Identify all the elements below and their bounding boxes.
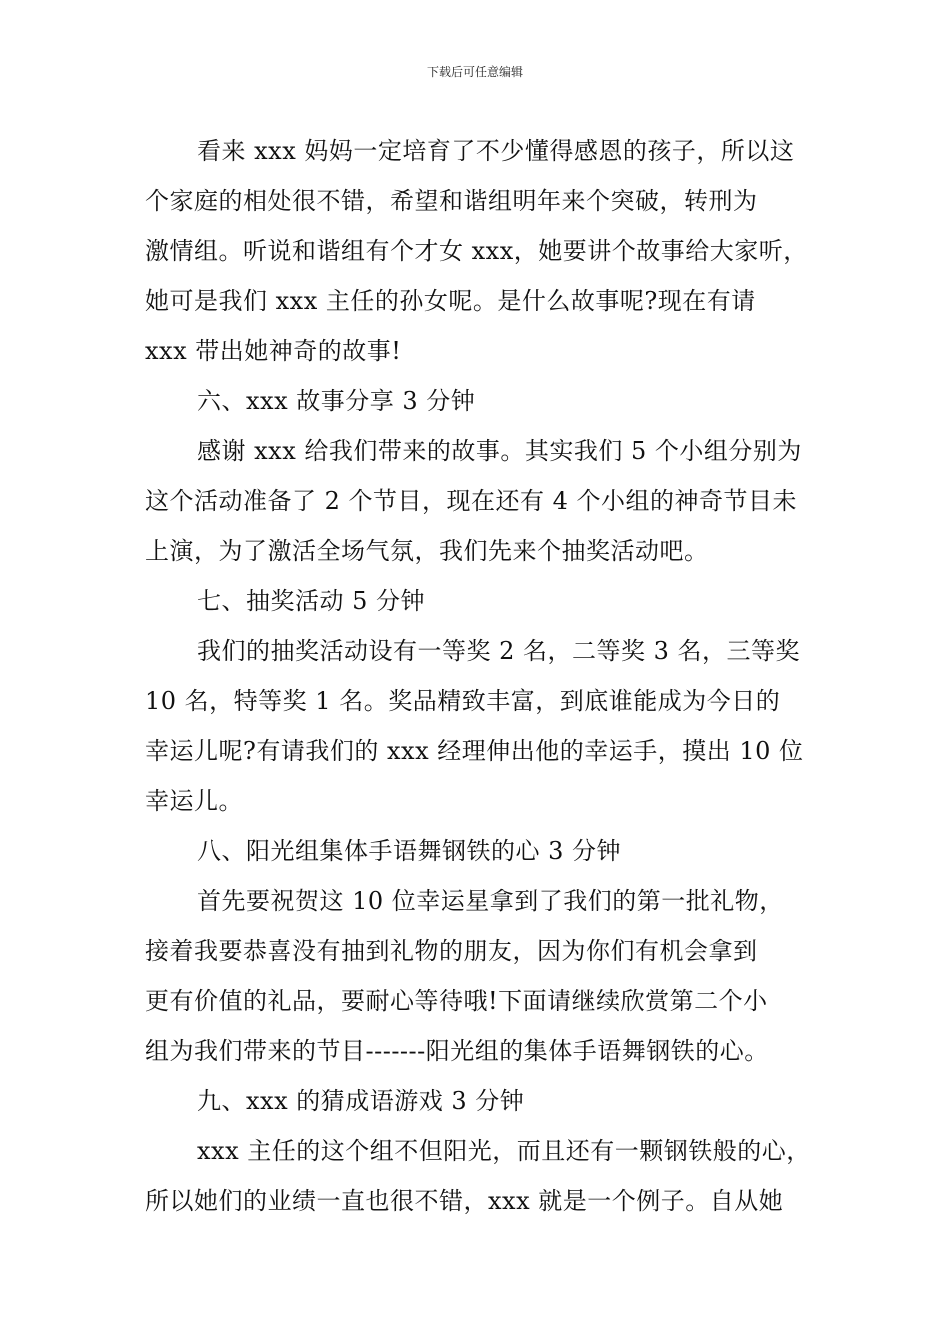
text-line: 她可是我们 xxx 主任的孙女呢。是什么故事呢?现在有请 (145, 287, 756, 315)
text-line: 我们的抽奖活动设有一等奖 2 名，二等奖 3 名，三等奖 (197, 637, 801, 665)
section-heading-8: 八、阳光组集体手语舞钢铁的心 3 分钟 (197, 837, 622, 865)
document-body (145, 126, 810, 1226)
text-line: 感谢 xxx 给我们带来的故事。其实我们 5 个小组分别为 (197, 437, 802, 465)
text-line: 这个活动准备了 2 个节目，现在还有 4 个小组的神奇节目未 (145, 487, 798, 515)
section-heading-6: 六、xxx 故事分享 3 分钟 (197, 387, 476, 415)
text-line: 所以她们的业绩一直也很不错，xxx 就是一个例子。自从她 (145, 1187, 784, 1215)
text-line: 幸运儿呢?有请我们的 xxx 经理伸出他的幸运手，摸出 10 位 (145, 737, 804, 765)
text-line: xxx 带出她神奇的故事! (145, 337, 402, 365)
text-line: 更有价值的礼品，要耐心等待哦!下面请继续欣赏第二个小 (145, 987, 768, 1015)
text-line: 个家庭的相处很不错，希望和谐组明年来个突破，转刑为 (145, 187, 758, 215)
section-heading-7: 七、抽奖活动 5 分钟 (197, 587, 426, 615)
section-heading-9: 九、xxx 的猜成语游戏 3 分钟 (197, 1087, 525, 1115)
text-line: 10 名，特等奖 1 名。奖品精致丰富，到底谁能成为今日的 (145, 687, 781, 715)
text-line: 接着我要恭喜没有抽到礼物的朋友，因为你们有机会拿到 (145, 937, 758, 965)
text-line: xxx 主任的这个组不但阳光，而且还有一颗钢铁般的心， (197, 1137, 811, 1165)
text-line: 组为我们带来的节目-------阳光组的集体手语舞钢铁的心。 (145, 1037, 769, 1065)
text-line: 看来 xxx 妈妈一定培育了不少懂得感恩的孩子，所以这 (197, 137, 795, 165)
text-line: 幸运儿。 (145, 787, 243, 815)
text-line: 上演，为了激活全场气氛，我们先来个抽奖活动吧。 (145, 537, 709, 565)
page-header: 下载后可任意编辑 (426, 65, 523, 79)
text-line: 首先要祝贺这 10 位幸运星拿到了我们的第一批礼物， (197, 887, 784, 915)
text-line: 激情组。听说和谐组有个才女 xxx，她要讲个故事给大家听， (145, 237, 808, 265)
